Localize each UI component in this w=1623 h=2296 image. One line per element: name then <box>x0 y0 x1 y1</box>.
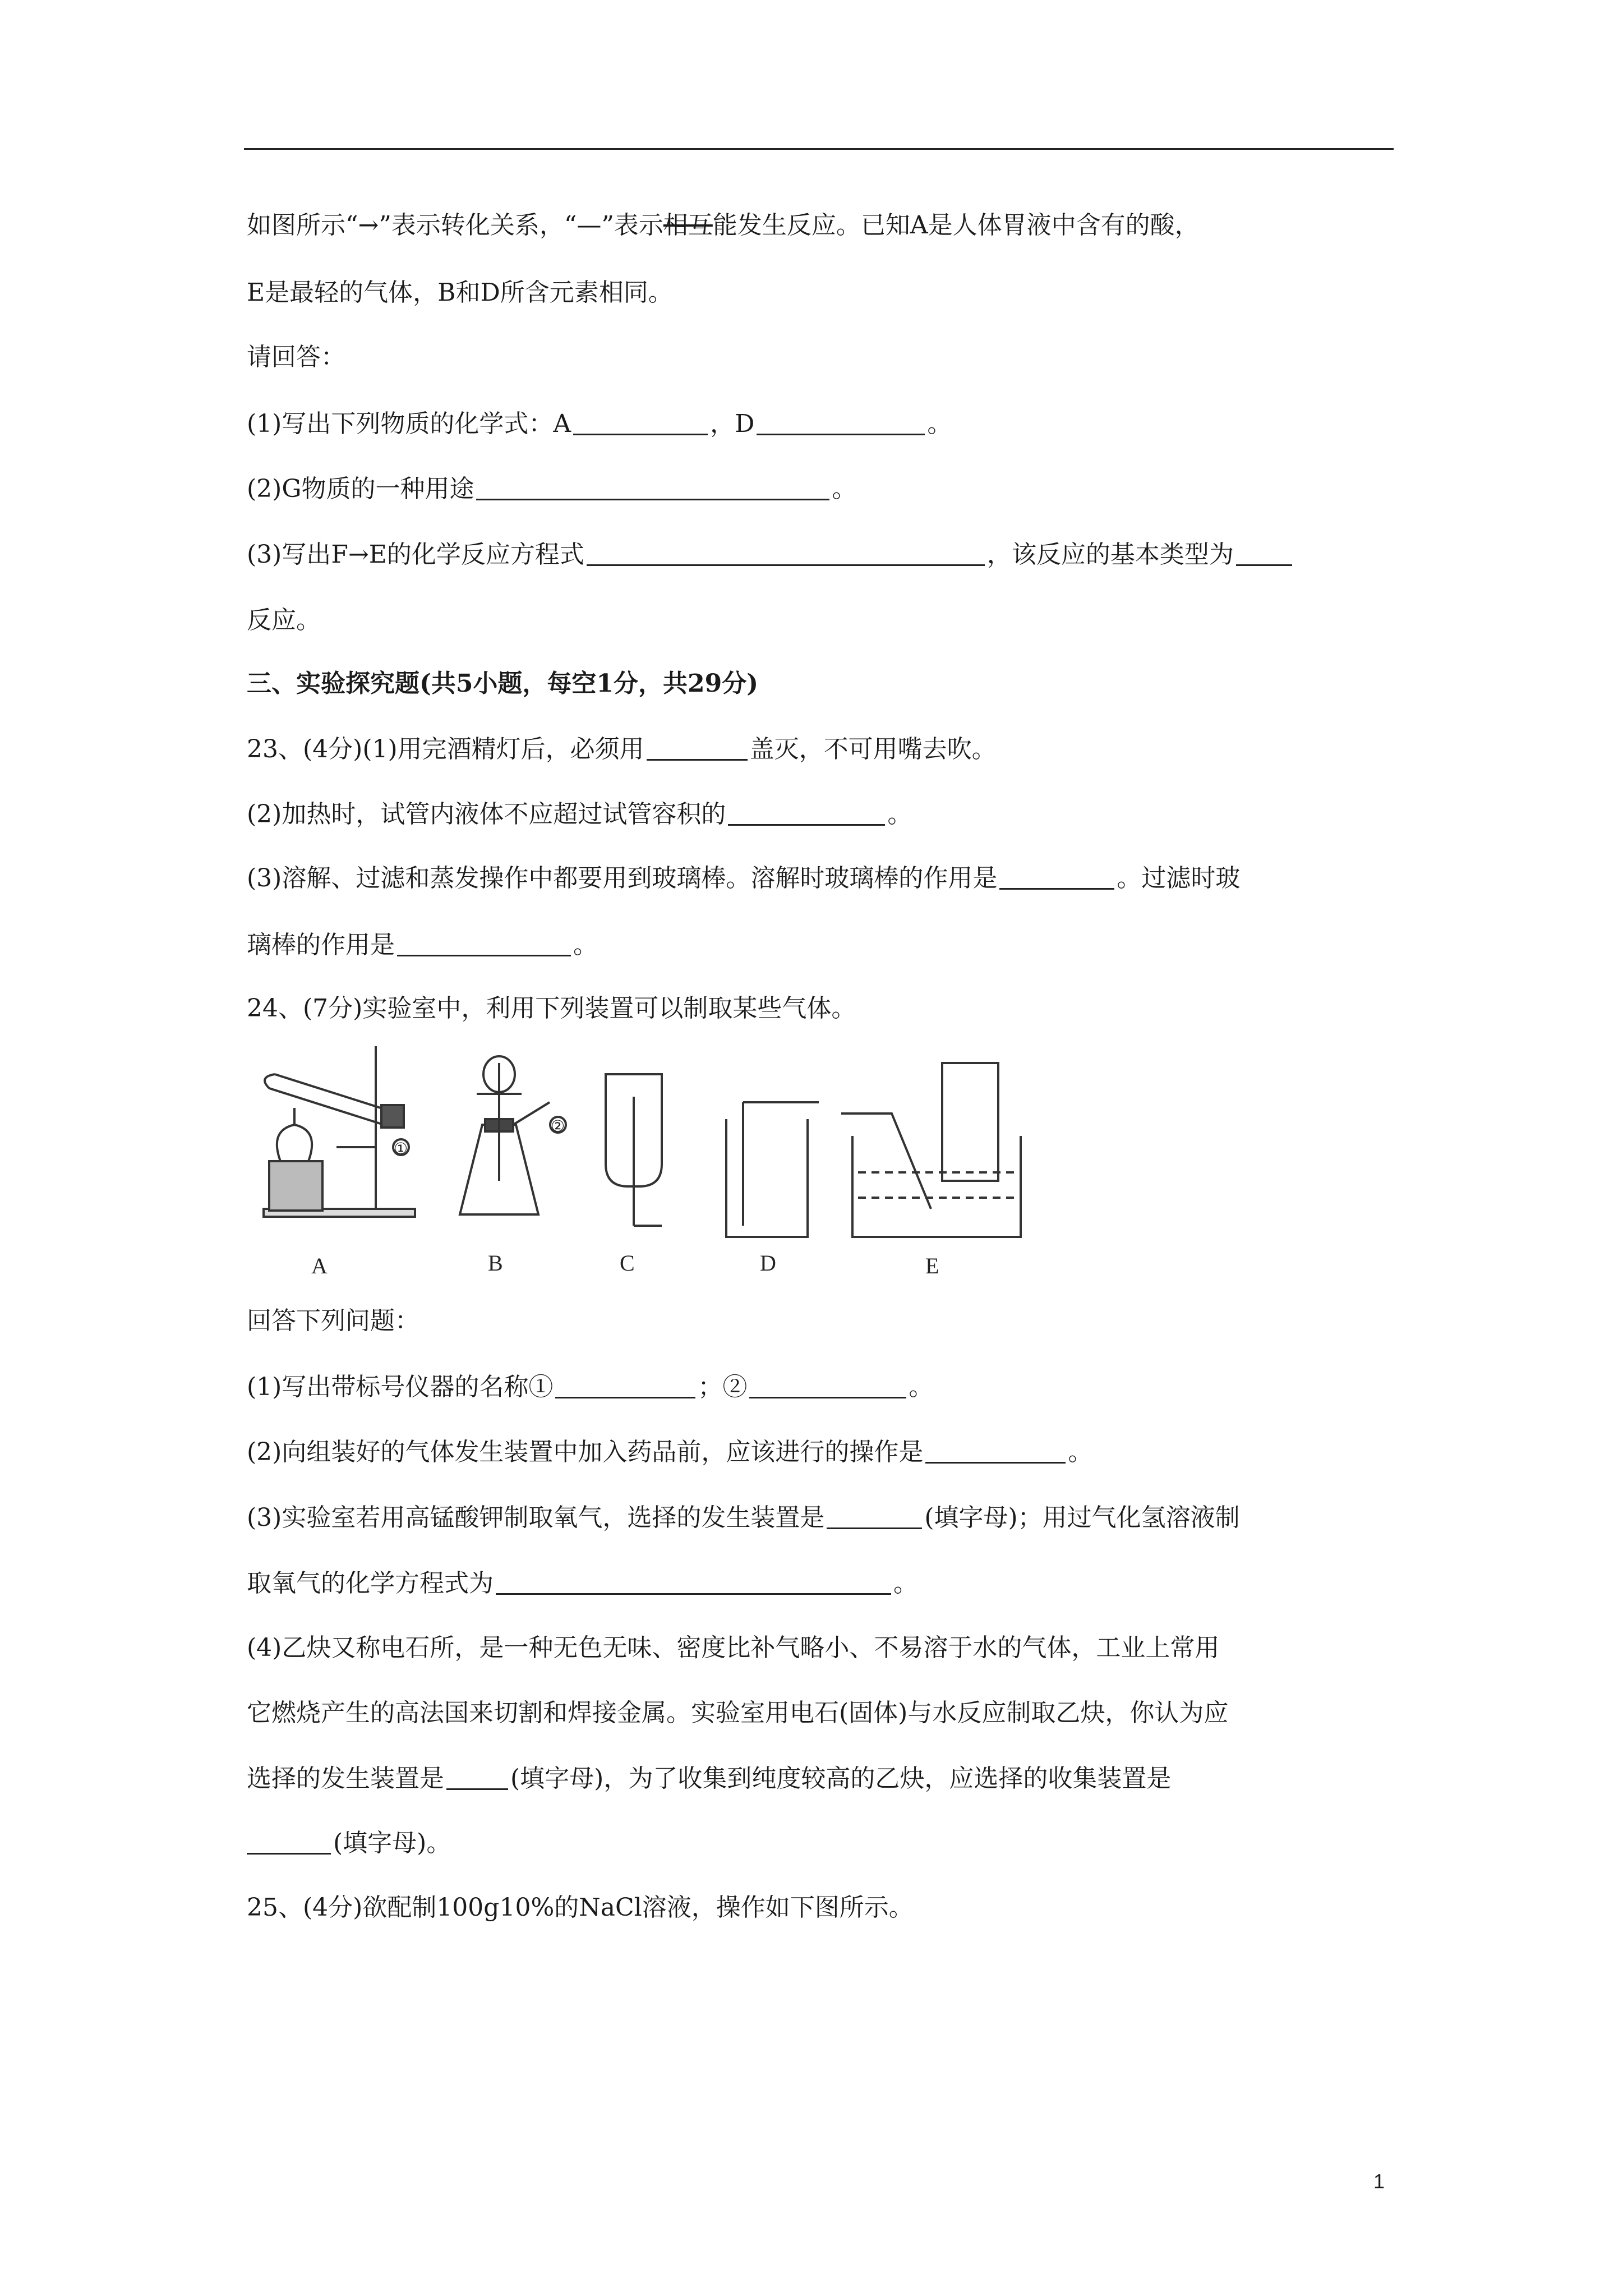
question-24-3 <box>247 1505 1240 1530</box>
answer-blank-23-1[interactable] <box>647 737 748 761</box>
label-E: E <box>925 1253 939 1278</box>
label-D: D <box>760 1250 776 1276</box>
q24-2-prefix: (2)向组装好的气体发生装置中加入药品前，应该进行的操作是 <box>247 1438 924 1466</box>
q2-end: 。 <box>832 475 857 503</box>
question-1 <box>247 411 952 436</box>
answer-blank-A[interactable] <box>573 411 708 435</box>
q23-end: 盖灭，不可用嘴去吹。 <box>749 735 997 763</box>
label-mark-1: ① <box>394 1140 408 1158</box>
question-3-line2: 反应。 <box>247 606 321 634</box>
answer-blank-24-2[interactable] <box>925 1439 1066 1464</box>
q3-mid: ，该反应的基本类型为 <box>986 540 1234 569</box>
question-3 <box>247 542 1294 567</box>
answer-blank-24-4a[interactable] <box>446 1766 508 1790</box>
q23-3-line2-end: 。 <box>573 931 598 959</box>
q24-3-line2-prefix: 取氧气的化学方程式为 <box>247 1569 494 1598</box>
answer-blank-23-2[interactable] <box>728 802 885 826</box>
q1-mid: ，D <box>710 409 755 438</box>
q24-1-mid: ；② <box>698 1373 748 1401</box>
answer-blank-24-3b[interactable] <box>496 1571 891 1595</box>
q23-2-end: 。 <box>887 800 912 829</box>
q24-4-line4-end: (填字母)。 <box>333 1829 451 1857</box>
q24-4-line3-end: (填字母)，为了收集到纯度较高的乙炔，应选择的收集装置是 <box>510 1764 1172 1793</box>
apparatus-D-drawing <box>726 1102 819 1237</box>
answer-blank-24-3a[interactable] <box>827 1505 922 1529</box>
apparatus-C-drawing <box>606 1074 662 1226</box>
q23-2-prefix: (2)加热时，试管内液体不应超过试管容积的 <box>247 800 726 829</box>
question-24-2 <box>247 1439 1092 1465</box>
question-24-1 <box>247 1374 933 1400</box>
answer-following: 回答下列问题： <box>247 1306 419 1335</box>
label-mark-2: ② <box>551 1118 565 1135</box>
question-23-3 <box>247 866 1240 891</box>
intro-text-1a: 如图所示“→”表示转化关系，“—”表示 <box>247 211 663 240</box>
q3-prefix: (3)写出F→E的化学反应方程式 <box>247 540 584 569</box>
label-A: A <box>311 1253 328 1278</box>
apparatus-drawing <box>247 1041 1043 1282</box>
q1-end: 。 <box>927 409 952 438</box>
section-3-title: 三、实验探究题(共5小题，每空1分，共29分) <box>247 669 759 698</box>
answer-blank-reaction-type[interactable] <box>1236 542 1292 566</box>
q23-3-prefix: (3)溶解、过滤和蒸发操作中都要用到玻璃棒。溶解时玻璃棒的作用是 <box>247 864 998 892</box>
question-25-title: 25、(4分)欲配制100g10%的NaCl溶液，操作如下图所示。 <box>247 1893 914 1922</box>
question-23-3-line2 <box>247 932 598 958</box>
intro-line-2: E是最轻的气体，B和D所含元素相同。 <box>247 278 673 307</box>
question-2 <box>247 476 856 501</box>
answer-blank-23-3b[interactable] <box>397 932 571 956</box>
q24-3-line2-end: 。 <box>893 1569 918 1598</box>
answer-blank-24-4b[interactable] <box>247 1830 331 1855</box>
question-23-1 <box>247 737 997 762</box>
intro-line-1 <box>247 213 1200 238</box>
q23-3-line2-prefix: 璃棒的作用是 <box>247 931 395 959</box>
label-C: C <box>620 1250 635 1276</box>
q2-prefix: (2)G物质的一种用途 <box>247 475 474 503</box>
question-24-4-line1: (4)乙炔又称电石所，是一种无色无味、密度比补气略小、不易溶于水的气体，工业上常用 <box>247 1634 1220 1662</box>
q24-1-end: 。 <box>909 1373 934 1401</box>
apparatus-A-drawing <box>264 1046 415 1217</box>
question-23-2 <box>247 802 912 827</box>
please-answer: 请回答： <box>247 343 345 371</box>
answer-blank-24-1b[interactable] <box>749 1374 906 1398</box>
question-24-3-line2 <box>247 1571 918 1596</box>
answer-blank-24-1a[interactable] <box>555 1374 695 1398</box>
intro-text-1b: 能发生反应。已知A是人体胃液中含有的酸， <box>712 211 1200 240</box>
intro-text-strike: 相互 <box>663 211 713 240</box>
answer-blank-G-use[interactable] <box>476 476 829 500</box>
answer-blank-D[interactable] <box>757 411 925 435</box>
question-24-title: 24、(7分)实验室中，利用下列装置可以制取某些气体。 <box>247 994 856 1023</box>
apparatus-B-drawing <box>460 1056 566 1214</box>
question-24-4-line3 <box>247 1766 1171 1791</box>
question-24-4-line4 <box>247 1830 451 1856</box>
header-rule <box>244 148 1394 150</box>
q24-2-end: 。 <box>1068 1438 1093 1466</box>
apparatus-figure <box>247 1041 1043 1282</box>
label-B: B <box>488 1250 503 1276</box>
answer-blank-23-3a[interactable] <box>999 866 1114 890</box>
q24-1-prefix: (1)写出带标号仪器的名称① <box>247 1373 554 1401</box>
q24-4-line3-prefix: 选择的发生装置是 <box>247 1764 444 1793</box>
question-24-4-line2: 它燃烧产生的高法国来切割和焊接金属。实验室用电石(固体)与水反应制取乙炔，你认为应 <box>247 1699 1229 1727</box>
page-number: 1 <box>1373 2170 1385 2193</box>
q23-prefix: 23、(4分)(1)用完酒精灯后，必须用 <box>247 735 644 763</box>
q23-3-end: 。过滤时玻 <box>1117 864 1241 892</box>
q24-3-prefix: (3)实验室若用高锰酸钾制取氧气，选择的发生装置是 <box>247 1503 825 1532</box>
apparatus-E-drawing <box>841 1063 1021 1237</box>
q1-prefix: (1)写出下列物质的化学式：A <box>247 409 571 438</box>
q24-3-end: (填字母)；用过气化氢溶液制 <box>924 1503 1240 1532</box>
answer-blank-equation[interactable] <box>587 542 985 566</box>
